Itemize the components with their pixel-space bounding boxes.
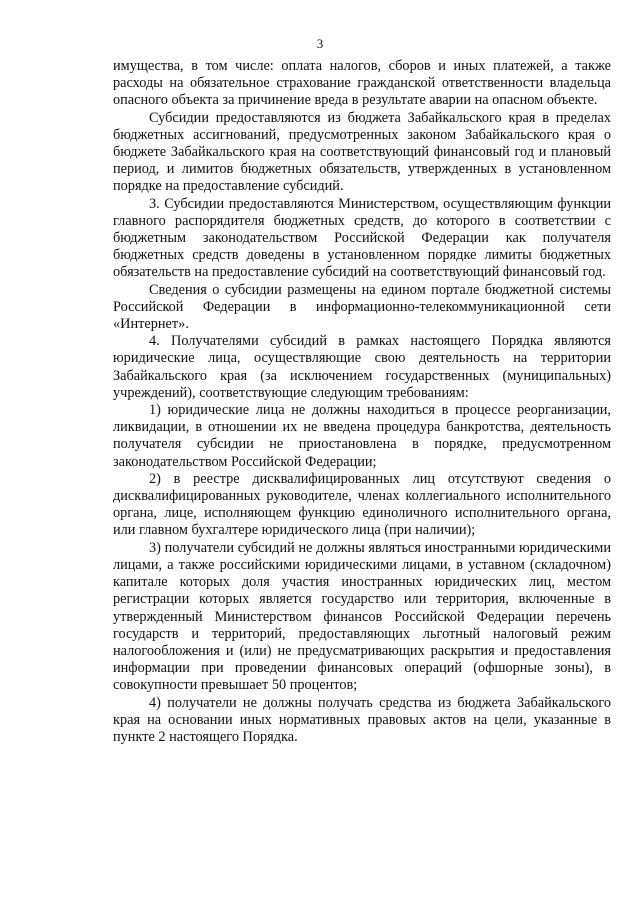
document-body [113,58,611,746]
paragraph-item-3: 3. Субсидии предоставляются Министерством, осуществляющим функции главного распорядителя бюджетных средств, до которого в соответствии с бюджетным законодательством Российской Федерации как получателя бюджетных средств доведены в установленном порядке лимиты бюджетных обязательств на предоставление субсидий на соответствующий финансовый год. [113,195,611,281]
paragraph-requirement-4: 4) получатели не должны получать средства из бюджета Забайкальского края на основании иных нормативных правовых актов на цели, указанные в пункте 2 настоящего Порядка. [113,694,611,745]
paragraph-subsidy-budget: Субсидии предоставляются из бюджета Забайкальского края в пределах бюджетных ассигнований, предусмотренных законом Забайкальского края о бюджете Забайкальского края на соответствующий финансовый год и плановый период, и лимитов бюджетных обязательств, утвержденных в установленном порядке на предоставление субсидий. [113,109,611,195]
paragraph-requirement-1: 1) юридические лица не должны находиться в процессе реорганизации, ликвидации, в отношении их не введена процедура банкротства, деятельность получателя субсидии не приостановлена в порядке, предусмотренном законодательством Российской Федерации; [113,402,611,470]
paragraph-requirement-2: 2) в реестре дисквалифицированных лиц отсутствуют сведения о дисквалифицированных руководителе, членах коллегиального исполнительного органа, лице, исполняющем функцию единоличного исполнительного органа, или главном бухгалтере юридического лица (при наличии); [113,470,611,539]
paragraph-continuation: имущества, в том числе: оплата налогов, сборов и иных платежей, а также расходы на обязательное страхование гражданской ответственности владельца опасного объекта за причинение вреда в результате аварии на опасном объекте. [113,58,611,109]
paragraph-requirement-3: 3) получатели субсидий не должны являться иностранными юридическими лицами, а также российскими юридическими лицами, в уставном (складочном) капитале которых доля участия иностранных юридических лиц, местом регистрации которых является государство или территория, включенные в утвержденный Министерством финансов Российской Федерации перечень государств и территорий, предоставляющих льготный налоговый режим налогообложения и (или) не предусматривающих раскрытия и предоставления информации при проведении финансовых операций (офшорные зоны), в совокупности превышает 50 процентов; [113,539,611,694]
paragraph-portal-info: Сведения о субсидии размещены на едином портале бюджетной системы Российской Федерации в информационно-телекоммуникационной сети «Интернет». [113,281,611,333]
page-number: 3 [316,36,324,51]
paragraph-item-4: 4. Получателями субсидий в рамках настоящего Порядка являются юридические лица, осуществляющие свою деятельность на территории Забайкальского края (за исключением государственных (муниципальных) учреждений), соответствующие следующим требованиям: [113,333,611,401]
